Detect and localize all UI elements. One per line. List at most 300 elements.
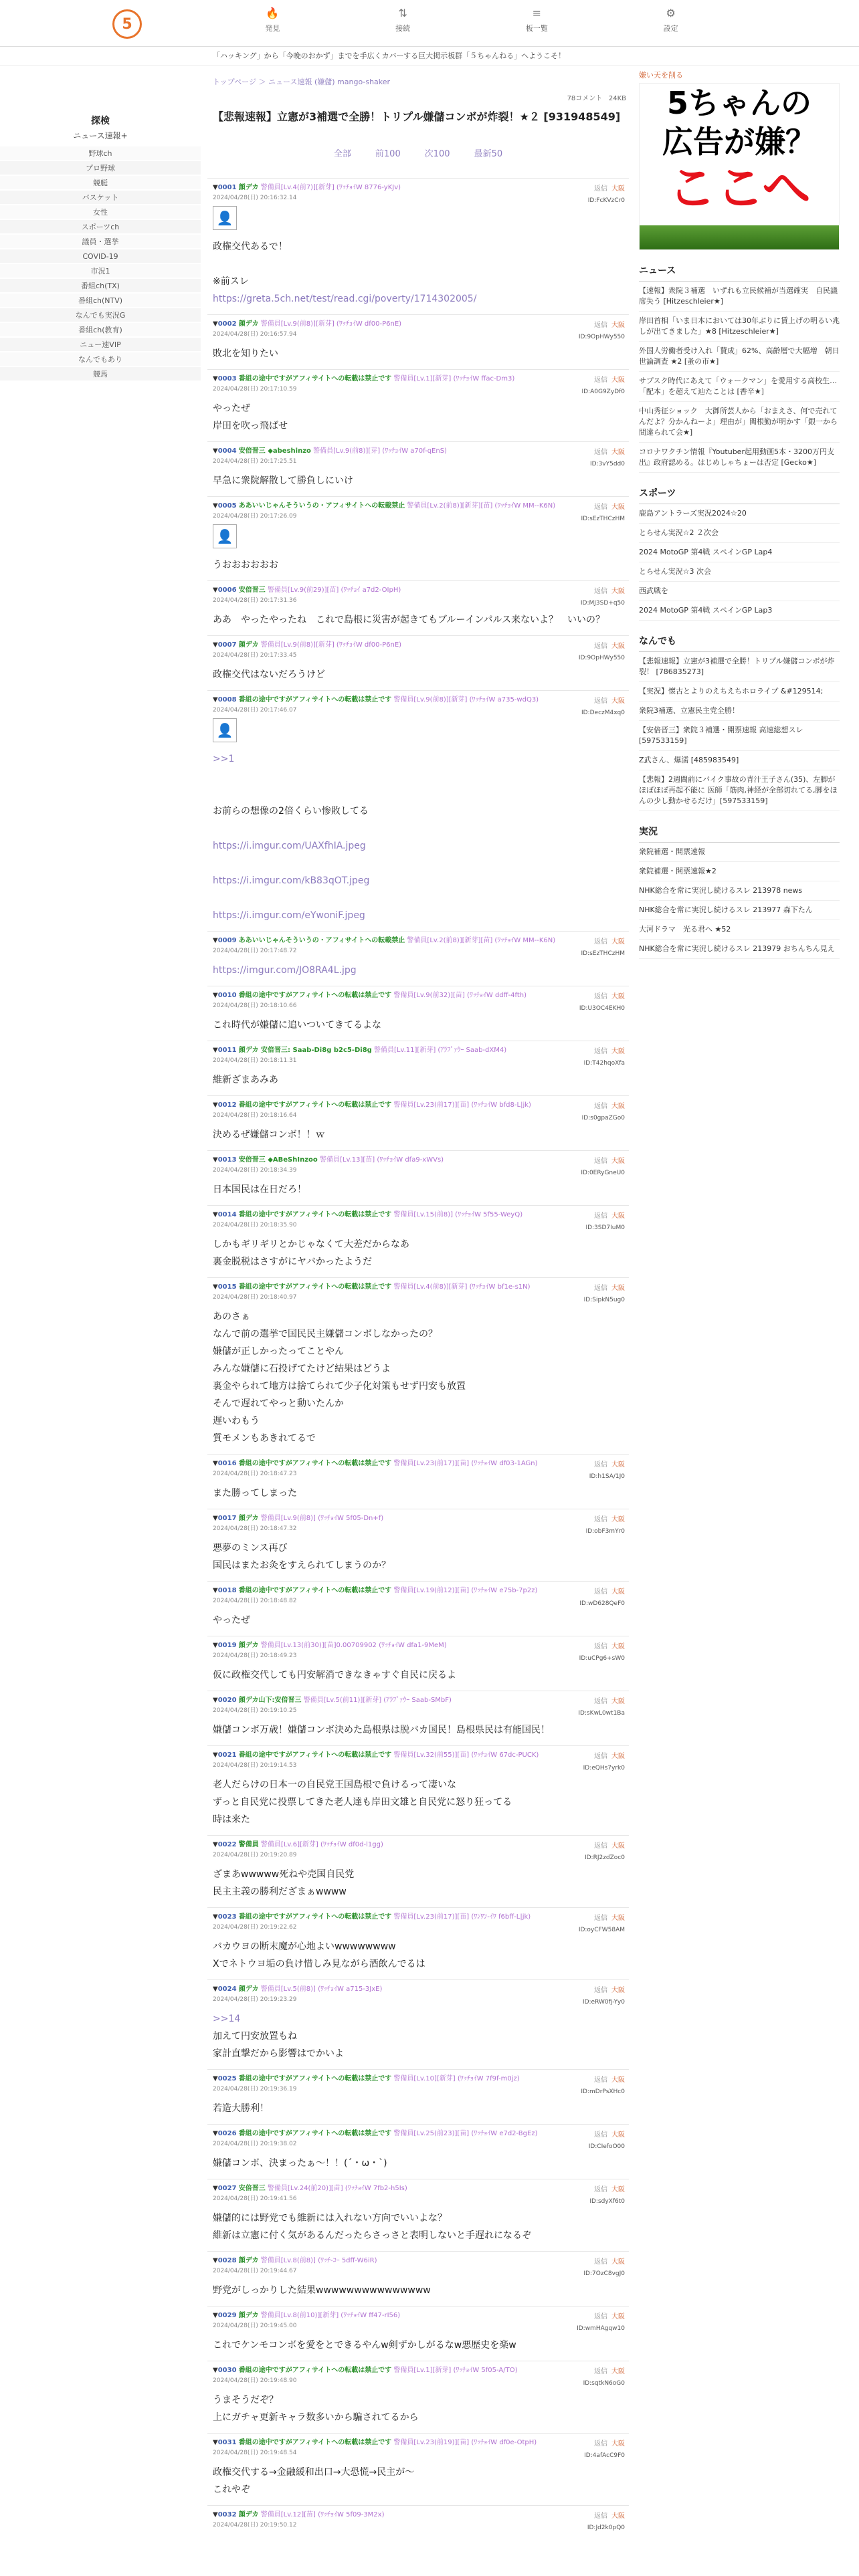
post-id[interactable]: ID:oyCFW58AM — [578, 1927, 625, 1933]
post-date: 2024/04/28(日) 20:18:10.66 — [213, 1002, 297, 1009]
post-text-line: あのさぁ — [213, 1311, 250, 1322]
post-id[interactable]: ID:wmHAgqw10 — [577, 2325, 625, 2332]
post — [207, 1691, 629, 1745]
section-item[interactable]: 2024 MotoGP 第4戦 スペインGP Lap3 — [639, 601, 840, 621]
section-item[interactable]: 西武戦を — [639, 582, 840, 601]
section-item[interactable]: サプスク時代にあえて「ウォークマン」を愛用する高校生…「配本」を超えて辿たことは [香辛★] — [639, 372, 840, 402]
main-nav — [207, 7, 736, 33]
category-item[interactable]: 番組ch(NTV) — [0, 294, 201, 308]
poster-meta: 警備員[Lv.23(前19)][苗] (ﾜｯﾁｮｲW df0e-OtpH) — [393, 2439, 537, 2446]
post-actions — [594, 1513, 625, 1523]
post-link[interactable]: https://imgur.com/JO8RA4L.jpg — [213, 965, 357, 976]
nav-item[interactable] — [395, 7, 410, 33]
section-item[interactable]: NHK総合を常に実況し続けるスレ 213977 森下たん — [639, 901, 840, 920]
ad-banner[interactable] — [639, 83, 840, 250]
reply-link[interactable]: 返信 — [594, 1698, 607, 1705]
section-item[interactable]: 岸田首相「いま日本においては30年ぶりに賃上げの明るい兆しが出てきました」★8 [Hitzeschleier★] — [639, 312, 840, 342]
post-number[interactable]: 0004 — [217, 447, 237, 455]
post-body — [213, 606, 624, 635]
post-number[interactable]: 0030 — [217, 2367, 237, 2374]
reply-link[interactable]: 返信 — [594, 1643, 607, 1650]
post-header: ▼0020 顔デカ山下:安倍晋三 警備員[Lv.5(前11)][新芽] (ｱﾗﾌﾟｧｳｰ Saab-SMbF) 2024/04/28(日) 20:19:10.25 — [213, 1697, 452, 1714]
reply-link[interactable]: 返信 — [594, 322, 607, 329]
post-image[interactable]: 👤 — [213, 524, 237, 548]
post-number[interactable]: 0019 — [217, 1642, 237, 1649]
category-item[interactable]: 女性 — [0, 205, 201, 220]
post-id[interactable]: ID:Jd2k0pQ0 — [587, 2525, 625, 2531]
post-actions — [594, 990, 625, 1000]
post — [207, 1150, 629, 1205]
close-link[interactable]: 大阪 — [611, 1698, 625, 1705]
poster-meta: 警備員[Lv.9(前8)][新芽] (ﾜｯﾁｮｲW df00-P6nE) — [260, 641, 402, 649]
post-header: ▼0024 顔デカ 警備員[Lv.5(前8)] (ﾜｯﾁｮｲW a715-3JxE) 2024/04/28(日) 20:19:23.29 — [213, 1985, 383, 2003]
post-link[interactable]: https://i.imgur.com/eYwoniF.jpeg — [213, 910, 365, 921]
poster-meta: 警備員[Lv.13][苗] (ﾜｯﾁｮｲW dfa9-xWVs) — [319, 1156, 444, 1164]
post-actions — [594, 2183, 625, 2193]
poster-name: 顔デカ — [238, 1642, 259, 1649]
post-number[interactable]: 0022 — [217, 1841, 237, 1848]
post — [207, 2124, 629, 2179]
post-id[interactable]: ID:obF3mYr0 — [585, 1528, 625, 1535]
poster-name: 安倍晋三 ◆abeshinzo — [238, 447, 311, 455]
nav-label: 発見 — [265, 24, 280, 33]
post-id[interactable]: ID:4afAcC9F0 — [584, 2452, 625, 2459]
post-id[interactable]: ID:wD628QeF0 — [579, 1600, 625, 1607]
section-item[interactable]: 鹿島アントラーズ実況2024☆20 — [639, 504, 840, 524]
post-id[interactable]: ID:sEzTHCzHM — [581, 950, 625, 957]
post-number[interactable]: 0023 — [217, 1913, 237, 1921]
post-number[interactable]: 0028 — [217, 2257, 237, 2264]
reply-link[interactable]: 返信 — [594, 504, 607, 511]
reply-link[interactable]: 返信 — [594, 1987, 607, 1994]
post-text-line: みんな嫌儲に石投げてたけど結果はどうよ — [213, 1364, 391, 1374]
post-header: ▼0007 顔デカ 警備員[Lv.9(前8)][新芽] (ﾜｯﾁｮｲW df00-P6nE) 2024/04/28(日) 20:17:33.45 — [213, 641, 402, 659]
post-header: ▼0032 顔デカ 警備員[Lv.12][苗] (ﾜｯﾁｮｲW 5f09-3M2x) 2024/04/28(日) 20:19:50.12 — [213, 2511, 385, 2529]
nav-item[interactable] — [526, 7, 548, 33]
section-item[interactable]: 外国人労働者受け入れ「賛成」62%、高齢層で大幅増 朝日世論調査 ★2 [蚤の市★] — [639, 342, 840, 372]
reply-link[interactable]: 返信 — [594, 2186, 607, 2193]
close-link[interactable]: 大阪 — [611, 2440, 625, 2448]
tab-link[interactable]: 前100 — [375, 149, 401, 159]
post-text-line: 若造大勝利！ — [213, 2103, 269, 2114]
post-text-line: 決めるぜ嫌儲コンボ！！ｗ — [213, 1130, 325, 1140]
post-date: 2024/04/28(日) 20:17:31.36 — [213, 597, 297, 604]
post-actions — [594, 1695, 625, 1705]
post-body — [213, 551, 624, 580]
post-id[interactable]: ID:sqtkN6oG0 — [583, 2380, 625, 2387]
post-number[interactable]: 0029 — [217, 2312, 237, 2319]
post-date: 2024/04/28(日) 20:17:33.45 — [213, 652, 297, 659]
post-id[interactable]: ID:sEzTHCzHM — [581, 516, 625, 522]
close-link[interactable]: 大阪 — [611, 2368, 625, 2375]
nav-label: 設定 — [663, 24, 678, 33]
close-link[interactable]: 大阪 — [611, 2076, 625, 2084]
post-text-line: うおおおおおお — [213, 560, 278, 570]
post-number[interactable]: 0012 — [217, 1101, 237, 1109]
section-item[interactable]: コロナワクチン情報『Youtuber起用動画5本・3200万円支出』政府認める。はじめしゃちょーは否定 [Gecko★] — [639, 443, 840, 473]
close-link[interactable]: 大阪 — [611, 1915, 625, 1922]
post-number[interactable]: 0027 — [217, 2185, 237, 2192]
post-number[interactable]: 0021 — [217, 1751, 237, 1759]
close-link[interactable]: 大阪 — [611, 1516, 625, 1523]
reply-link[interactable]: 返信 — [594, 1158, 607, 1165]
post-date: 2024/04/28(日) 20:18:40.97 — [213, 1294, 297, 1301]
post-actions — [594, 1912, 625, 1922]
reply-link[interactable]: 返信 — [594, 588, 607, 595]
post-id[interactable]: ID:FcKVzCr0 — [587, 197, 625, 204]
post-link[interactable]: https://i.imgur.com/UAXfhIA.jpeg — [213, 841, 366, 851]
poster-meta: 警備員[Lv.11][新芽] (ｱﾗﾌﾟｧｳｰ Saab-dXM4) — [374, 1047, 507, 1054]
reply-link[interactable]: 返信 — [594, 938, 607, 946]
reply-link[interactable]: 返信 — [594, 1516, 607, 1523]
post-number[interactable]: 0008 — [217, 696, 237, 704]
post-id[interactable]: ID:eRW0fj-Yy0 — [582, 1999, 625, 2006]
section-item[interactable]: 大河ドラマ 光る君へ ★52 — [639, 920, 840, 940]
post-text-line: 野党がしっかりした結果wwwwwwwwwwwwwww — [213, 2285, 431, 2296]
section-item[interactable]: 【実況】懐古とよりのえちえちホロライブ &#129514; — [639, 682, 840, 702]
post-id[interactable]: ID:3vY5dd0 — [589, 461, 625, 467]
close-link[interactable]: 大阪 — [611, 1588, 625, 1596]
post-body — [213, 2095, 624, 2124]
post-id[interactable]: ID:9OpHWy550 — [578, 655, 625, 661]
nav-icon: ⇅ — [398, 7, 407, 19]
poster-meta: 警備員[Lv.9(前8)][芽] (ﾜｯﾁｮｲW a70f-qEnS) — [313, 447, 447, 455]
section-item[interactable]: とらせん実況☆3 次会 — [639, 562, 840, 582]
right-sidebar — [639, 67, 840, 959]
poster-meta: 警備員[Lv.25(前23)][苗] (ﾜｯﾁｮｲW e7d2-BgEz) — [393, 2130, 538, 2137]
post-body — [213, 1771, 624, 1835]
post-date: 2024/04/28(日) 20:19:36.19 — [213, 2086, 297, 2092]
tab-link[interactable]: 次100 — [424, 149, 450, 159]
thread-title: 【悲報速報】立憲が3補選で全勝！トリプル嫌儲コンボが炸裂！★２ [931948549] — [213, 110, 621, 123]
post-actions — [594, 1750, 625, 1760]
post-number[interactable]: 0024 — [217, 1985, 237, 1993]
post — [207, 1454, 629, 1509]
poster-name: 番組の途中ですがアフィサイトへの転載は禁止です — [238, 696, 392, 704]
category-item[interactable]: なんでもあり — [0, 352, 201, 367]
post-text-line: 遅いわもう — [213, 1416, 260, 1426]
sidebar-top-link[interactable]: 嫌い天を削る — [639, 71, 683, 80]
post-body — [213, 956, 624, 986]
post-number[interactable]: 0005 — [217, 502, 237, 510]
post-id[interactable]: ID:mDrPsXHc0 — [581, 2088, 625, 2095]
reply-link[interactable]: 返信 — [594, 1588, 607, 1596]
tab-link[interactable]: 全部 — [333, 149, 351, 159]
post-body — [213, 1661, 624, 1691]
post-actions — [594, 1640, 625, 1650]
post-id[interactable]: ID:RJ2zdZoc0 — [584, 1854, 625, 1861]
poster-name: 番組の途中ですがアフィサイトへの転載は禁止です — [238, 1460, 392, 1467]
close-link[interactable]: 大阪 — [611, 1158, 625, 1165]
reply-link[interactable]: 返信 — [594, 2512, 607, 2520]
category-item[interactable]: 競馬 — [0, 367, 201, 382]
reply-link[interactable]: 返信 — [594, 697, 607, 705]
post-link[interactable]: https://greta.5ch.net/test/read.cgi/poverty/1714302005/ — [213, 294, 477, 304]
post-link[interactable]: https://i.imgur.com/kB83qOT.jpeg — [213, 875, 370, 886]
post — [207, 1979, 629, 2069]
reply-link[interactable]: 返信 — [594, 2076, 607, 2084]
close-link[interactable]: 大阪 — [611, 2512, 625, 2520]
post-number[interactable]: 0014 — [217, 1211, 237, 1218]
post-number[interactable]: 0016 — [217, 1460, 237, 1467]
category-item[interactable]: 市況1 — [0, 264, 201, 279]
reply-link[interactable]: 返信 — [594, 377, 607, 384]
post-header: ▼0013 安倍晋三 ◆ABeShInzoo 警備員[Lv.13][苗] (ﾜｯﾁｮｲW dfa9-xWVs) 2024/04/28(日) 20:18:34.39 — [213, 1156, 444, 1174]
post-actions — [594, 183, 625, 193]
reply-link[interactable]: 返信 — [594, 1285, 607, 1292]
post-date: 2024/04/28(日) 20:17:10.59 — [213, 386, 297, 393]
close-link[interactable]: 大阪 — [611, 1753, 625, 1760]
reply-link[interactable]: 返信 — [594, 1753, 607, 1760]
reply-link[interactable]: 返信 — [594, 2440, 607, 2448]
nav-item[interactable] — [664, 7, 678, 33]
post-actions — [594, 2510, 625, 2520]
poster-name: 安倍晋三 — [238, 586, 266, 594]
nav-item[interactable] — [265, 7, 280, 33]
section-item[interactable]: とらせん実況☆2 ２次会 — [639, 524, 840, 543]
close-link[interactable]: 大阪 — [611, 1285, 625, 1292]
post-id[interactable]: ID:s0gpaZGo0 — [581, 1115, 625, 1121]
close-link[interactable]: 大阪 — [611, 2131, 625, 2139]
post-header: ▼0030 番組の途中ですがアフィサイトへの転載は禁止です 警備員[Lv.1][新芽] (ﾜｯﾁｮｲW 5f05-A/TO) 2024/04/28(日) 20:19:48.90 — [213, 2367, 518, 2384]
post-id[interactable]: ID:0ERyGneU0 — [581, 1170, 625, 1176]
tab-link[interactable]: 最新50 — [474, 149, 503, 159]
thread-size: 24KB — [608, 95, 626, 102]
poster-name: 番組の途中ですがアフィサイトへの転載は禁止です — [238, 2367, 392, 2374]
reply-link[interactable]: 返信 — [594, 449, 607, 456]
post-header: ▼0010 番組の途中ですがアフィサイトへの転載は禁止です 警備員[Lv.9(前32)][苗] (ﾜｯﾁｮｲW ddff-4fth) 2024/04/28(日) 20:18:10.66 — [213, 992, 527, 1009]
post-text-line: お前らの想像の2倍くらい惨敗してる — [213, 806, 369, 817]
post-number[interactable]: 0006 — [217, 586, 237, 594]
post-image[interactable]: 👤 — [213, 206, 237, 230]
section-item[interactable]: NHK総合を常に実況し続けるスレ 213978 news — [639, 881, 840, 901]
close-link[interactable]: 大阪 — [611, 1842, 625, 1850]
category-item[interactable]: プロ野球 — [0, 161, 201, 176]
category-item[interactable]: 議員・選挙 — [0, 235, 201, 249]
category-item[interactable]: なんでも実況G — [0, 308, 201, 323]
post-date: 2024/04/28(日) 20:17:48.72 — [213, 948, 297, 954]
post-body — [213, 1066, 624, 1095]
explore-title: 探検 — [91, 116, 110, 126]
category-item[interactable]: COVID-19 — [0, 249, 201, 264]
post-number[interactable]: 0011 — [217, 1047, 237, 1054]
post-body — [213, 2458, 624, 2505]
section-item[interactable]: 【悲報速報】立憲が3補選で全勝！トリプル嫌儲コンボが炸裂！ [786835273] — [639, 652, 840, 682]
close-link[interactable]: 大阪 — [611, 2186, 625, 2193]
post-number[interactable]: 0007 — [217, 641, 237, 649]
reply-link[interactable]: 返信 — [594, 2131, 607, 2139]
reply-link[interactable]: 返信 — [594, 1842, 607, 1850]
category-item[interactable]: ニュー速VIP — [0, 338, 201, 352]
post-id[interactable]: ID:3SD7IuM0 — [585, 1224, 625, 1231]
post-id[interactable]: ID:sdyXf6t0 — [589, 2198, 625, 2205]
close-link[interactable]: 大阪 — [611, 2313, 625, 2321]
post-number[interactable]: 0010 — [217, 992, 237, 999]
close-link[interactable]: 大阪 — [611, 697, 625, 705]
ad-line-2: 広告が嫌？ — [662, 124, 816, 160]
post-id[interactable]: ID:SipkN5ug0 — [583, 1297, 625, 1303]
section-item[interactable]: 中山秀征ショック 大御所芸人から「おまえさ、何で売れてんだよ？分かんねーよ」理由が」関根勤が明かす「銀一から間違られて会★] — [639, 402, 840, 443]
explore-subtitle[interactable]: ニュース速報+ — [73, 131, 128, 140]
post-number[interactable]: 0018 — [217, 1587, 237, 1594]
close-link[interactable]: 大阪 — [611, 1048, 625, 1055]
post-number[interactable]: 0031 — [217, 2439, 237, 2446]
post-id[interactable]: ID:U3OC4EKH0 — [579, 1005, 625, 1012]
close-link[interactable]: 大阪 — [611, 1212, 625, 1220]
section-item[interactable]: 【速報】衆院３補選 いずれも立民候補が当選確実 自民議席失う [Hitzeschleier★] — [639, 282, 840, 312]
post-id[interactable]: ID:A0G9ZyDf0 — [581, 389, 625, 395]
reply-link[interactable]: 返信 — [594, 2258, 607, 2266]
post-text-line: 老人だらけの日本一の自民党王国島根で負けるって凄いな — [213, 1780, 456, 1790]
poster-meta: 警備員[Lv.9(前8)][新芽] (ﾜｯﾁｮｲW a735-wdQ3) — [393, 696, 539, 704]
post — [207, 1205, 629, 1277]
category-item[interactable]: 競艇 — [0, 176, 201, 191]
ad-grass-image — [640, 225, 839, 249]
section-item[interactable]: 衆院3補選、立憲民主党全勝！ — [639, 702, 840, 721]
poster-name: 番組の途中ですがアフィサイトへの転載は禁止です — [238, 1913, 392, 1921]
reply-link[interactable]: 返信 — [594, 185, 607, 193]
post — [207, 178, 629, 314]
close-link[interactable]: 大阪 — [611, 643, 625, 650]
section-item[interactable]: NHK総合を常に実況し続けるスレ 213979 おちんちん見え — [639, 940, 840, 959]
category-item[interactable]: バスケット — [0, 191, 201, 205]
post-number[interactable]: 0003 — [217, 375, 237, 383]
post-header: ▼0005 ああいいじゃんそういうの・アフィサイトへの転載禁止 警備員[Lv.2(前8)][新芽][苗] (ﾜｯﾁｮｲW MM--K6N) 2024/04/28(日) 20:17:26.09 — [213, 502, 556, 520]
post-text-line: 国民はまたお灸をすえられてしまうのか？ — [213, 1560, 391, 1571]
close-link[interactable]: 大阪 — [611, 1987, 625, 1994]
post-number[interactable]: 0001 — [217, 184, 237, 191]
post — [207, 580, 629, 635]
post-number[interactable]: 0009 — [217, 937, 237, 944]
poster-name: 顔デカ — [238, 1985, 259, 1993]
category-item[interactable]: 野球ch — [0, 146, 201, 161]
poster-name: 顔デカ — [238, 2511, 259, 2518]
close-link[interactable]: 大阪 — [611, 993, 625, 1000]
section-item[interactable]: 衆院補選・開票速報 — [639, 843, 840, 862]
post-body — [213, 2005, 624, 2069]
post-header: ▼0014 番組の途中ですがアフィサイトへの転載は禁止です 警備員[Lv.15(前8)] (ﾜｯﾁｮｲW 5f55-WeyQ) 2024/04/28(日) 20:18:35.90 — [213, 1211, 523, 1228]
post-date: 2024/04/28(日) 20:19:23.29 — [213, 1996, 297, 2003]
post-header: ▼0003 番組の途中ですがアフィサイトへの転載は禁止です 警備員[Lv.1][新芽] (ﾜｯﾁｮｲW ffac-Dm3) 2024/04/28(日) 20:17:10.59 — [213, 375, 515, 393]
reply-link[interactable]: 返信 — [594, 1103, 607, 1110]
reply-anchor[interactable]: >>1 — [213, 754, 235, 764]
reply-link[interactable]: 返信 — [594, 1212, 607, 1220]
post-number[interactable]: 0013 — [217, 1156, 237, 1164]
section-title: スポーツ — [639, 482, 840, 504]
reply-link[interactable]: 返信 — [594, 1048, 607, 1055]
poster-name: 顔デカ — [238, 2257, 259, 2264]
post-number[interactable]: 0002 — [217, 320, 237, 328]
post-actions — [594, 1100, 625, 1110]
reply-link[interactable]: 返信 — [594, 2368, 607, 2375]
close-link[interactable]: 大阪 — [611, 1643, 625, 1650]
post-body — [213, 1121, 624, 1150]
post-number[interactable]: 0020 — [217, 1697, 237, 1704]
welcome-marquee: 「ハッキング」から「今晩のおかず」までを手広くカバーする巨大掲示板群「５ちゃんねる」へようこそ！ — [0, 47, 859, 66]
reply-link[interactable]: 返信 — [594, 1461, 607, 1469]
close-link[interactable]: 大阪 — [611, 504, 625, 511]
reply-anchor[interactable]: >>14 — [213, 2014, 241, 2024]
close-link[interactable]: 大阪 — [611, 449, 625, 456]
post-id[interactable]: ID:uCPg6+sW0 — [579, 1655, 625, 1662]
left-sidebar — [0, 114, 201, 382]
close-link[interactable]: 大阪 — [611, 1103, 625, 1110]
post-text-line: ああ やったやったね これで島根に災害が起きてもブルーインパルス来ないよ？ いいの？ — [213, 615, 605, 625]
site-logo[interactable]: 5 — [112, 9, 142, 39]
post-header: ▼0009 ああいいじゃんそういうの・アフィサイトへの転載禁止 警備員[Lv.2(前8)][新芽][苗] (ﾜｯﾁｮｲW MM--K6N) 2024/04/28(日) 20:17:48.72 — [213, 937, 556, 954]
close-link[interactable]: 大阪 — [611, 185, 625, 193]
post-header: ▼0031 番組の途中ですがアフィサイトへの転載は禁止です 警備員[Lv.23(前19)][苗] (ﾜｯﾁｮｲW df0e-OtpH) 2024/04/28(日) 20:19:48.54 — [213, 2439, 537, 2456]
reply-link[interactable]: 返信 — [594, 1915, 607, 1922]
post-text-line: 民主主義の勝利だざまぁwwww — [213, 1887, 347, 1897]
post-body — [213, 2204, 624, 2251]
close-link[interactable]: 大阪 — [611, 1461, 625, 1469]
post-date: 2024/04/28(日) 20:17:25.51 — [213, 458, 297, 465]
post-id[interactable]: ID:h1SA/1J0 — [589, 1473, 625, 1480]
post-text-line: 仮に政権交代しても円安解消できなきゃすぐ自民に戻るよ — [213, 1670, 456, 1681]
close-link[interactable]: 大阪 — [611, 322, 625, 329]
post-id[interactable]: ID:eQHs7yrk0 — [583, 1765, 625, 1772]
post-actions — [594, 501, 625, 511]
reply-link[interactable]: 返信 — [594, 2313, 607, 2321]
reply-link[interactable]: 返信 — [594, 643, 607, 650]
post-id[interactable]: ID:sKwL0wt1Ba — [578, 1710, 625, 1717]
post-number[interactable]: 0032 — [217, 2511, 237, 2518]
close-link[interactable]: 大阪 — [611, 938, 625, 946]
post-id[interactable]: ID:T42hqoXfa — [583, 1060, 625, 1067]
post-actions — [594, 1282, 625, 1292]
post-number[interactable]: 0017 — [217, 1515, 237, 1522]
poster-meta: 警備員[Lv.23(前17)][苗] (ﾜﾝﾜﾝ-ｲﾜ f6bff-L|jk) — [393, 1913, 531, 1921]
post-header: ▼0002 顔デカ 警備員[Lv.9(前8)][新芽] (ﾜｯﾁｮｲW df00-P6nE) 2024/04/28(日) 20:16:57.94 — [213, 320, 402, 338]
post-date: 2024/04/28(日) 20:19:45.00 — [213, 2323, 297, 2329]
post-date: 2024/04/28(日) 20:19:41.56 — [213, 2195, 297, 2202]
post-number[interactable]: 0026 — [217, 2130, 237, 2137]
reply-link[interactable]: 返信 — [594, 993, 607, 1000]
section-item[interactable]: Z武さん、爆濡 [485983549] — [639, 751, 840, 770]
post-number[interactable]: 0025 — [217, 2075, 237, 2082]
close-link[interactable]: 大阪 — [611, 2258, 625, 2266]
post-number[interactable]: 0015 — [217, 1283, 237, 1291]
post-image[interactable]: 👤 — [213, 718, 237, 742]
breadcrumb[interactable]: トップページ ＞ ニュース速報 (嫌儲) mango-shaker — [213, 78, 391, 86]
post-body — [213, 1011, 624, 1041]
section-item[interactable]: 【安倍晋三】衆院３補選・開票速報 高速総想スレ [597533159] — [639, 721, 840, 751]
section-item[interactable]: 衆院補選・開票速報★2 — [639, 862, 840, 881]
poster-name: 顔デカ — [238, 1515, 259, 1522]
post-id[interactable]: ID:MJ3SD+q50 — [580, 600, 625, 607]
post-id[interactable]: ID:7OzC8vgJ0 — [583, 2270, 625, 2277]
category-item[interactable]: 番組ch(教育) — [0, 323, 201, 338]
post-id[interactable]: ID:9OpHWy550 — [578, 334, 625, 340]
section-item[interactable]: 2024 MotoGP 第4戦 スペインGP Lap4 — [639, 543, 840, 562]
poster-name: 番組の途中ですがアフィサイトへの転載は禁止です — [238, 1587, 392, 1594]
post — [207, 1745, 629, 1835]
post-id[interactable]: ID:DeczM4xq0 — [581, 710, 625, 716]
post-date: 2024/04/28(日) 20:18:34.39 — [213, 1167, 297, 1174]
category-item[interactable]: スポーツch — [0, 220, 201, 235]
category-item[interactable]: 番組ch(TX) — [0, 279, 201, 294]
close-link[interactable]: 大阪 — [611, 377, 625, 384]
close-link[interactable]: 大阪 — [611, 588, 625, 595]
post — [207, 986, 629, 1041]
section-item[interactable]: 【悲報】2週間前にバイク事故の青汁王子さん(35)、左脚がほぼほぼ再起不能に 医師「筋肉,神経が全部切れてる,脚をほんの少し動かせるだけ」[597533159] — [639, 770, 840, 811]
post-id[interactable]: ID:CIefoO00 — [588, 2143, 625, 2150]
poster-meta: 警備員[Lv.4(前7)][新芽] (ﾜｯﾁｮｲW 8776-yKJv) — [260, 184, 401, 191]
post-header: ▼0017 顔デカ 警備員[Lv.9(前8)] (ﾜｯﾁｮｲW 5f05-Dn+f) 2024/04/28(日) 20:18:47.32 — [213, 1515, 384, 1532]
poster-meta: 警備員[Lv.1][新芽] (ﾜｯﾁｮｲW 5f05-A/TO) — [393, 2367, 518, 2374]
post — [207, 1095, 629, 1150]
